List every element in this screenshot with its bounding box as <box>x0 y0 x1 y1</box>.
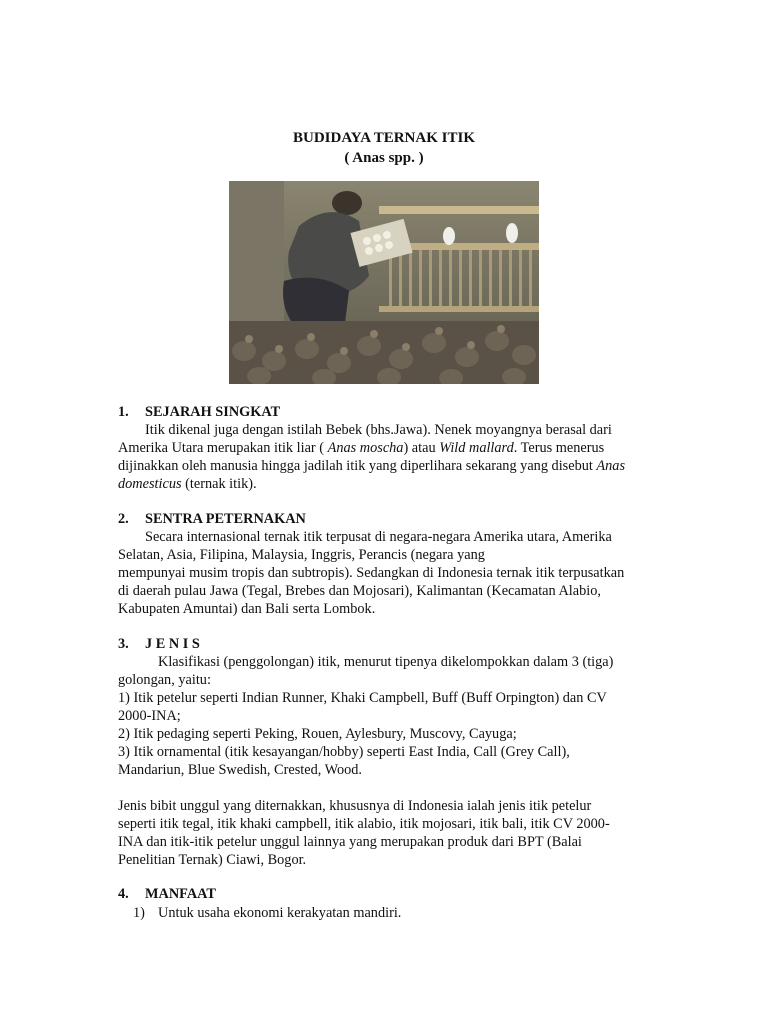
section-1-number: 1. <box>118 404 129 420</box>
section-3-line-7: Mandariun, Blue Swedish, Crested, Wood. <box>118 762 362 778</box>
section-4-number: 4. <box>118 886 129 902</box>
section-3-line-3: 1) Itik petelur seperti Indian Runner, Khaki Campbell, Buff (Buff Orpington) dan CV <box>118 690 607 706</box>
section-2-line-4: di daerah pulau Jawa (Tegal, Brebes dan Mojosari), Kalimantan (Kecamatan Alabio, <box>118 583 601 599</box>
document-title: BUDIDAYA TERNAK ITIK <box>292 130 475 146</box>
section-2-line-3: mempunyai musim tropis dan subtropis). Sedangkan di Indonesia ternak itik terpusatkan <box>118 565 625 581</box>
section-2-number: 2. <box>118 511 129 527</box>
section-1-line-3: dijinakkan oleh manusia hingga jadilah itik yang diperlihara sekarang yang disebut Anas <box>118 458 626 474</box>
section-3-paragraph-line-3: INA dan itik-itik petelur unggul lainnya yang merupakan produk dari BPT (Balai <box>118 834 582 850</box>
section-3-line-2: golongan, yaitu: <box>118 672 211 688</box>
section-3-paragraph-line-4: Penelitian Ternak) Ciawi, Bogor. <box>118 852 307 868</box>
section-3-line-5: 2) Itik pedaging seperti Peking, Rouen, Aylesbury, Muscovy, Cayuga; <box>118 726 517 742</box>
section-2-line-5: Kabupaten Amuntai) dan Bali serta Lombok. <box>118 601 376 617</box>
section-3-number: 3. <box>118 636 129 652</box>
section-2-line-2: Selatan, Asia, Filipina, Malaysia, Inggris, Perancis (negara yang <box>118 547 485 563</box>
section-3-line-6: 3) Itik ornamental (itik kesayangan/hobby) seperti East India, Call (Grey Call), <box>118 744 570 760</box>
section-3-line-4: 2000-INA; <box>118 708 181 724</box>
section-2-line-1: Secara internasional ternak itik terpusat di negara-negara Amerika utara, Amerika <box>145 529 612 545</box>
section-3-line-1: Klasifikasi (penggolongan) itik, menurut tipenya dikelompokkan dalam 3 (tiga) <box>158 654 614 670</box>
section-3-heading: J E N I S <box>145 636 200 652</box>
section-1-line-2: Amerika Utara merupakan itik liar ( Anas moscha) atau Wild mallard. Terus menerus <box>118 440 605 456</box>
section-1-line-4: domesticus (ternak itik). <box>118 476 257 492</box>
section-1-line-1: Itik dikenal juga dengan istilah Bebek (bhs.Jawa). Nenek moyangnya berasal dari <box>145 422 612 438</box>
section-4-item-number: 1) <box>133 905 145 921</box>
document-subtitle: ( Anas spp. ) <box>344 150 424 166</box>
section-3-paragraph-line-1: Jenis bibit unggul yang diternakkan, khususnya di Indonesia ialah jenis itik petelur <box>118 798 592 814</box>
section-1-heading: SEJARAH SINGKAT <box>145 404 281 420</box>
duck-farmer-photo <box>229 181 539 384</box>
section-4-item-text: Untuk usaha ekonomi kerakyatan mandiri. <box>158 905 402 921</box>
section-2-heading: SENTRA PETERNAKAN <box>145 511 306 527</box>
section-3-paragraph-line-2: seperti itik tegal, itik khaki campbell, itik alabio, itik mojosari, itik bali, itik CV 2000- <box>118 816 610 832</box>
section-4-heading: MANFAAT <box>145 886 216 902</box>
